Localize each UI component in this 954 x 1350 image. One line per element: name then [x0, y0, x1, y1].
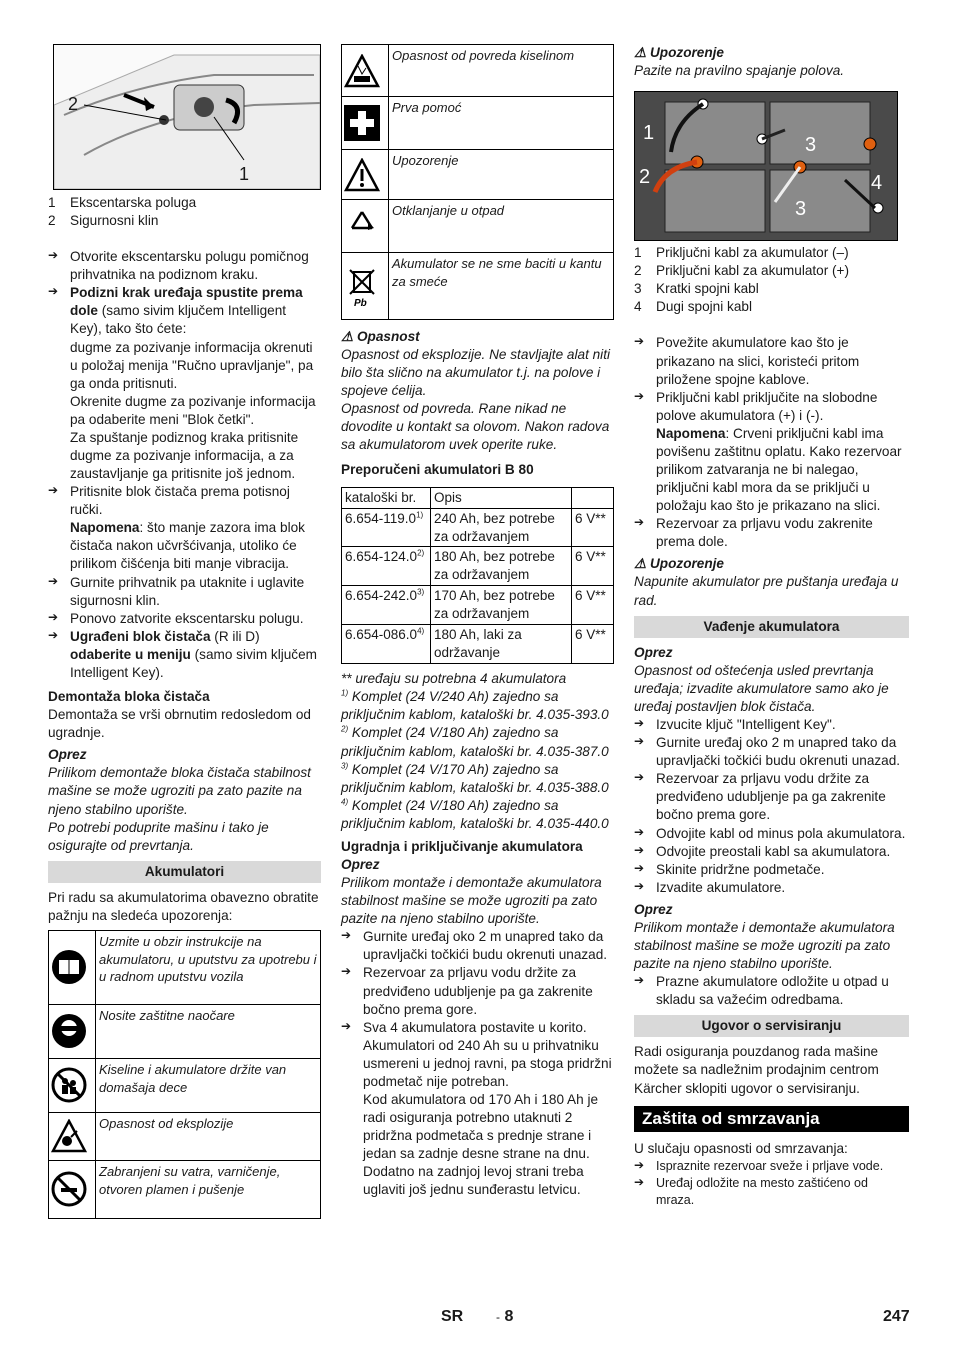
caution-text: Opasnost od oštećenja usled prevrtanja uređaja; izvadite akumulatore samo ako je uređaj postavljen blok čistača. — [634, 662, 889, 714]
step-sub: dugme za pozivanje informacija okrenuti u položaj menija "Ručno upravljanje", pa ga onda pritisnuti. — [70, 339, 314, 391]
fig-label-2: 2 — [68, 94, 79, 114]
step: ➔ Ugrađeni blok čistača (R ili D) odaberite u meniju (samo sivim ključem Intelligent Key). — [48, 628, 321, 682]
explosion-icon — [51, 1119, 93, 1153]
warning-text: Kiseline i akumulatore držite van domašaja dece — [96, 1058, 321, 1112]
danger-text: Opasnost od eksplozije. Ne stavljajte alat niti bilo šta slično na akumulator t.j. na polove i spojeve ćelija. — [341, 347, 610, 399]
warning-text: Nosite zaštitne naočare — [96, 1004, 321, 1058]
table-row: 6.654-086.0$^{4)}$ 180 Ah, laki za održavanje 6 V** — [342, 625, 614, 664]
warning-text: Napunite akumulator pre puštanja uređaja u rad. — [634, 574, 899, 608]
svg-text:Pb: Pb — [354, 298, 367, 308]
table-header — [572, 487, 614, 508]
caution-text: Prilikom demontaže bloka čistača stabilnost mašine se može ugroziti pa zato pazite na njeno stabilno uporište. — [48, 765, 311, 817]
legend-item: 1 Ekscentarska poluga — [48, 195, 197, 210]
warning-text: Zabranjeni su vatra, varničenje, otvoren plamen i pušenje — [96, 1160, 321, 1218]
footnote: ** uređaju su potrebna 4 akumulatora — [341, 671, 567, 687]
legend-item: 2 Priključni kabl za akumulator (+) — [634, 263, 850, 279]
table-row: 6.654-119.0$^{1)}$ 240 Ah, bez potrebe za održavanjem 6 V** — [342, 508, 614, 547]
note: Napomena: Crveni priključni kabl ima povišenu zaštitnu oplatu. Kako rezervoar prilikom zatvaranja ne bi nalegao, priključni kabl mora da se priključi u položaju kao što je prikazano na slici. — [656, 425, 902, 514]
fig-label-3: 3 — [805, 134, 817, 157]
footnote: $^{4)}$ Komplet (24 V/180 Ah) zajedno sa priključnim kablom, kataloški br. 4.035-440.0 — [341, 797, 609, 831]
step: ➔ Pritisnite blok čistača prema potisnoj ručki. — [48, 483, 321, 519]
acid-warning-icon — [344, 54, 386, 88]
figure-battery-wiring — [634, 91, 898, 241]
table-row: 6.654-124.0$^{2)}$ 180 Ah, bez potrebe za održavanjem 6 V** — [342, 547, 614, 586]
warning-label: ⚠ Upozorenje — [634, 45, 724, 60]
paragraph: U slučaju opasnosti od smrzavanja: — [634, 1141, 848, 1157]
warning-text: Pazite na pravilno spajanje polova. — [634, 63, 845, 79]
keep-away-children-icon — [51, 1067, 93, 1103]
goggles-icon — [51, 1013, 93, 1049]
column-2 — [341, 44, 614, 1199]
table-header: Opis — [431, 487, 572, 508]
paragraph: Pri radu sa akumulatorima obavezno obratite pažnju na sledeća upozorenja: — [48, 889, 319, 923]
caution-text: Prilikom montaže i demontaže akumulatora stabilnost mašine se može ugroziti pa zato pazite na njeno stabilno uporište. — [341, 875, 602, 927]
caution-label: Oprez — [634, 644, 673, 660]
footnote: $^{2)}$ Komplet (24 V/180 Ah) zajedno sa priključnim kablom, kataloški br. 4.035-387.0 — [341, 724, 609, 759]
read-manual-icon — [51, 949, 93, 985]
battery-table — [341, 487, 614, 665]
danger-text: Opasnost od povreda. Rane nikad ne dovodite u kontakt sa olovom. Nakon radova sa akumulatorom uvek operite ruke. — [341, 401, 610, 453]
legend-item: 3 Kratki spojni kabl — [634, 281, 759, 297]
fig-label-3b: 3 — [795, 198, 807, 221]
step: ➔ Odvojite preostali kabl sa akumulatora. — [634, 843, 909, 861]
section-vadjenje: Vađenje akumulatora — [634, 616, 909, 638]
subheading-ugradnja: Ugradnja i priključivanje akumulatora — [341, 838, 583, 854]
step: ➔ Ponovo zatvorite ekscentarsku polugu. — [48, 610, 321, 628]
step: ➔ Gurnite uređaj oko 2 m unapred tako da upravljački točkići budu okrenuti unazad. — [341, 928, 614, 964]
danger-label: ⚠ Opasnost — [341, 329, 420, 344]
caution-label: Oprez — [341, 856, 380, 872]
step: ➔ Otvorite ekscentarsku polugu pomičnog prihvatnika na podiznom kraku. — [48, 248, 321, 284]
caution-label: Oprez — [634, 901, 673, 917]
warning-text: Otklanjanje u otpad — [389, 200, 614, 253]
warning-triangle-icon — [344, 158, 386, 192]
caution-text: Po potrebi poduprite mašinu i tako je osigurajte od prevrtanja. — [48, 819, 269, 853]
footer-page-number: 247 — [883, 1308, 910, 1325]
fig-label-1: 1 — [643, 122, 655, 145]
warning-text: Uzmite u obzir instrukcije na akumulatoru, u uputstvu za upotrebu i u radnom uputstvu vozila — [96, 930, 321, 1004]
step: ➔ Ispraznite rezervoar sveže i prljave vode. — [634, 1158, 909, 1175]
step-sub: Za spuštanje podiznog kraka pritisnite dugme za pozivanje informacija, a za zaustavljanje ga pritisnite još jednom. — [70, 429, 299, 482]
step: ➔ Gurnite uređaj oko 2 m unapred tako da upravljački točkići budu okrenuti unazad. — [634, 734, 909, 770]
caution-text: Prilikom montaže i demontaže akumulatora stabilnost mašine se može ugroziti pa zato pazite na njeno stabilno uporište. — [634, 919, 895, 972]
no-trash-bin-icon — [344, 264, 386, 308]
step: ➔ Rezervoar za prljavu vodu držite za predviđeno udubljenje pa ga zakrenite bočno prema gore. — [341, 964, 614, 1018]
warning-table-2 — [341, 44, 614, 320]
figure-eccentric-lever — [53, 44, 321, 190]
note: Napomena: što manje zazora ima blok čistača nakon učvršćivanja, utoliko će prilikom čišćenja biti manje vibracija. — [70, 520, 305, 572]
legend-item: 1 Priključni kabl za akumulator (–) — [634, 245, 849, 261]
figure-legend — [634, 244, 909, 316]
warning-text: Upozorenje — [389, 150, 614, 200]
first-aid-icon — [344, 105, 386, 141]
step: ➔ Prazne akumulatore odložite u otpad u skladu sa važećim odredbama. — [634, 973, 909, 1009]
fig-label-2: 2 — [639, 166, 651, 189]
warning-text: Opasnost od eksplozije — [96, 1112, 321, 1160]
footnote: $^{3)}$ Komplet (24 V/170 Ah) zajedno sa priključnim kablom, kataloški br. 4.035-388.0 — [341, 761, 609, 795]
figure-legend — [48, 194, 321, 230]
warning-table-1 — [48, 930, 321, 1219]
warning-triangle-icon: ⚠ — [341, 329, 357, 344]
step: ➔ Podizni krak uređaja spustite prema dole (samo sivim ključem Intelligent Key), tako što ćete: — [48, 284, 321, 338]
paragraph: Demontaža se vrši obrnutim redosledom od ugradnje. — [48, 707, 311, 741]
column-1 — [48, 44, 321, 1219]
subheading-demontaza: Demontaža bloka čistača — [48, 689, 210, 705]
step: ➔ Rezervoar za prljavu vodu zakrenite prema dole. — [634, 515, 909, 551]
warning-text: Prva pomoć — [389, 97, 614, 150]
step: ➔ Izvucite ključ "Intelligent Key". — [634, 716, 909, 734]
table-header: kataloški br. — [342, 487, 431, 508]
step: ➔ Sva 4 akumulatora postavite u korito. — [341, 1019, 614, 1037]
step: ➔ Rezervoar za prljavu vodu držite za predviđeno udubljenje pa ga zakrenite bočno prema gore. — [634, 770, 909, 824]
column-3 — [634, 44, 909, 1208]
footnote: $^{1)}$ Komplet (24 V/240 Ah) zajedno sa priključnim kablom, kataloški br. 4.035-393.0 — [341, 688, 609, 723]
footer-language: SR — [441, 1308, 464, 1325]
step: ➔ Uređaj odložite na mesto zaštićeno od mraza. — [634, 1175, 909, 1208]
step: ➔ Priključni kabl priključite na slobodne polove akumulatora (+) i (-). — [634, 389, 909, 425]
step: ➔ Izvadite akumulatore. — [634, 879, 909, 897]
warning-triangle-icon: ⚠ — [634, 556, 650, 572]
warning-text: Akumulator se ne sme baciti u kantu za smeće — [389, 253, 614, 320]
subheading-preporuceni: Preporučeni akumulatori B 80 — [341, 461, 534, 477]
footer-section-page: - 8 — [496, 1308, 514, 1325]
recycling-icon — [344, 208, 386, 244]
legend-item: 4 Dugi spojni kabl — [634, 299, 752, 315]
step-sub: Kod akumulatora od 170 Ah i 180 Ah je radi osiguranja potrebno utaknuti 2 pridržna podmetača s prednje strane i jedan sa zadnje desne strane na dnu. Dodatno na zadnjoj levoj strani treba uglaviti još jednu sunđerastu letvicu. — [363, 1092, 599, 1198]
section-zastita: Zaštita od smrzavanja — [634, 1106, 909, 1133]
warning-triangle-icon: ⚠ — [634, 45, 650, 60]
step: ➔ Odvojite kabl od minus pola akumulatora. — [634, 825, 909, 843]
warning-text: Opasnost od povreda kiselinom — [389, 45, 614, 97]
legend-item: 2 Sigurnosni klin — [48, 213, 159, 229]
table-row: 6.654-242.0$^{3)}$ 170 Ah, bez potrebe za održavanjem 6 V** — [342, 586, 614, 625]
no-fire-icon — [51, 1171, 93, 1207]
step-sub: Okrenite dugme za pozivanje informacija pa odaberite meni "Blok četki". — [70, 393, 316, 427]
step: ➔ Skinite pridržne podmetače. — [634, 861, 909, 879]
step: ➔ Gurnite prihvatnik pa utaknite i uglavite sigurnosni klin. — [48, 574, 321, 610]
section-akumulatori: Akumulatori — [48, 861, 321, 883]
warning-label: ⚠ Upozorenje — [634, 556, 724, 572]
fig-label-4: 4 — [871, 172, 883, 195]
step-sub: Akumulatori od 240 Ah su u prihvatniku usmereni u jednoj ravni, pa stoga pridržni podmetač nije potreban. — [363, 1037, 612, 1089]
fig-label-1: 1 — [239, 164, 250, 184]
section-ugovor: Ugovor o servisiranju — [634, 1015, 909, 1037]
paragraph: Radi osiguranja pouzdanog rada mašine možete sa nadležnim prodajnim centrom Kärcher sklopiti ugovor o servisiranju. — [634, 1044, 879, 1096]
step: ➔ Povežite akumulatore kao što je prikazano na slici, koristeći pritom priložene spojne kablove. — [634, 334, 909, 388]
caution-label: Oprez — [48, 747, 87, 763]
